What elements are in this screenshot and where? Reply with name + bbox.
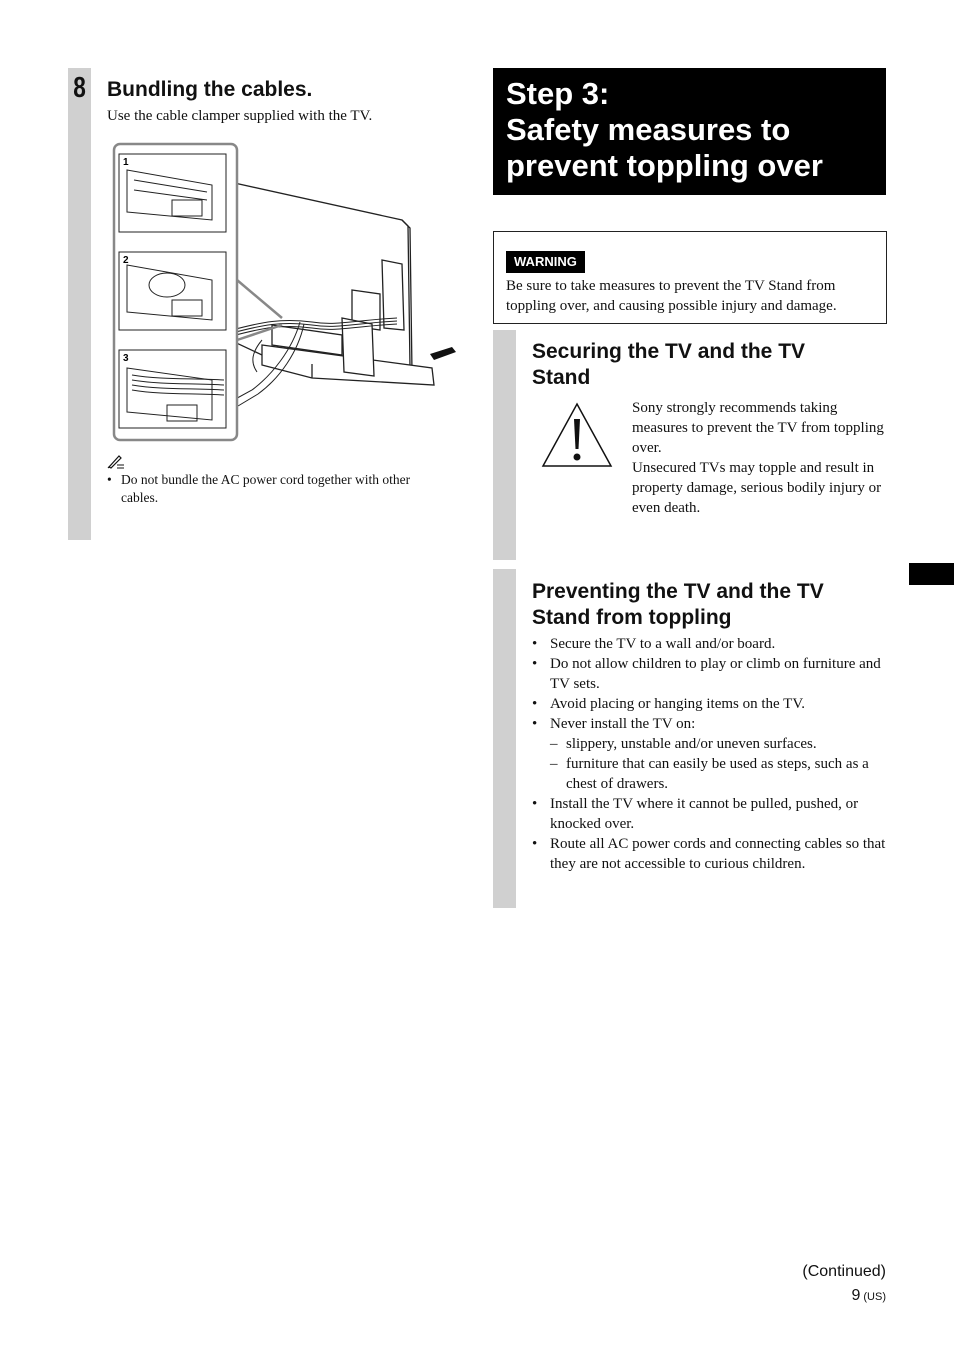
pencil-note-icon — [107, 453, 125, 469]
preventing-sidebar-bar — [493, 569, 516, 908]
cable-bundling-illustration — [112, 140, 467, 445]
list-item-text: Never install the TV on: — [550, 716, 696, 732]
list-item: • Route all AC power cords and connecting cables so that they are not accessible to curious children. — [532, 834, 888, 874]
list-item: • Avoid placing or hanging items on the TV. — [532, 694, 888, 714]
panel-3 — [119, 350, 226, 428]
list-item: • Do not allow children to play or climb on furniture and TV sets. — [532, 654, 888, 694]
page-number-value: 9 — [851, 1287, 861, 1304]
note-item: • Do not bundle the AC power cord together with other cables. — [107, 471, 437, 507]
page-number-suffix: (US) — [863, 1291, 886, 1303]
step-number: 8 — [73, 72, 86, 104]
panel-label-3: 3 — [123, 353, 129, 364]
note-list — [107, 471, 437, 507]
list-item — [532, 714, 888, 794]
securing-text — [632, 398, 884, 518]
panel-1 — [119, 154, 226, 232]
warning-badge: WARNING — [506, 251, 585, 273]
preventing-title: Preventing the TV and the TV Stand from toppling — [532, 580, 824, 629]
securing-sidebar-bar — [493, 330, 516, 560]
plug-drawing — [430, 347, 456, 360]
continued-label: (Continued) — [802, 1263, 886, 1280]
warning-triangle-icon — [540, 401, 614, 469]
sub-list-item: – furniture that can easily be used as steps, such as a chest of drawers. — [550, 754, 888, 794]
securing-para-1: Sony strongly recommends taking measures to prevent the TV from toppling over. — [632, 400, 884, 456]
panel-2 — [119, 252, 226, 330]
step-title: Bundling the cables. — [107, 78, 313, 101]
header-line-1: Step 3: — [506, 76, 610, 111]
sub-list — [550, 734, 888, 794]
tv-back-drawing — [230, 182, 434, 385]
panel-label-2: 2 — [123, 255, 129, 266]
warning-text: Be sure to take measures to prevent the TV Stand from toppling over, and causing possible injury and damage. — [506, 278, 837, 314]
panel-label-1: 1 — [123, 157, 129, 168]
securing-title: Securing the TV and the TV Stand — [532, 340, 806, 389]
list-item: • Install the TV where it cannot be pulled, pushed, or knocked over. — [532, 794, 888, 834]
securing-para-2: Unsecured TVs may topple and result in property damage, serious bodily injury or even death. — [632, 460, 882, 516]
page-number — [851, 1287, 886, 1305]
list-item: • Secure the TV to a wall and/or board. — [532, 634, 888, 654]
step-subtitle: Use the cable clamper supplied with the TV. — [107, 108, 373, 124]
header-line-2: Safety measures to prevent toppling over — [506, 112, 823, 183]
chapter-tab-marker — [909, 563, 954, 585]
preventing-list — [532, 634, 888, 874]
step-sidebar-bar — [68, 68, 91, 540]
section-header — [493, 68, 886, 195]
sub-list-item: – slippery, unstable and/or uneven surfaces. — [550, 734, 888, 754]
